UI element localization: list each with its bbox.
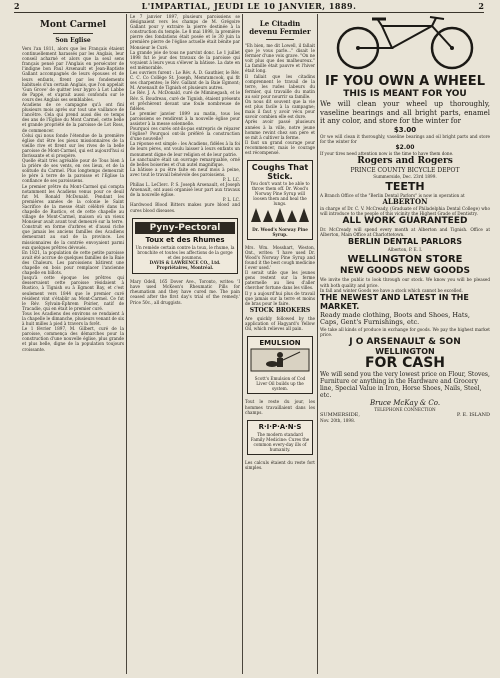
paragraph: Construit en forme d'arbres et d'aussi riche que jamais les anciens familles des Acadiens demeurant au sud de la province. Les missionnaires de la contrée envoyaient parmi eux quelques prêtres dévoués.: [22, 224, 124, 250]
paragraph: Il faut un grand courage pour recommencer, mais le courage est récompensé.: [245, 139, 315, 155]
bruce-mckay: Bruce McKay & Co.: [369, 398, 441, 407]
paragraph: Acadiens de ce campagne qu'à ont fini plusieurs mois après sur tout une vaillance de l'ancêtre. Cela qui prend aussi dès ce temps des ans de l'Eglise du Mont Carmel, cette belle et grande propriété de la paroisse de Lot Ross, de commencer.: [22, 102, 124, 133]
wheel-subheadline: THIS IS MEANT FOR YOU: [343, 89, 467, 99]
paragraph: Le sanctuaire était un ouvrage remarquable, orné de belles boiseries et d'un autel magnifique.: [130, 156, 240, 167]
paragraph: Le Rév. J. A. McDonald, curé de Miminegash, et le Rév. S. Boudreau, curé de Tignish, étaient présents et prêchèrent devant une foule nombreuse de fidèles.: [130, 90, 240, 111]
article-heading: Le Citadin devenu Fermier: [249, 19, 311, 36]
article-heading: Mont Carmel: [39, 20, 107, 30]
column-mont-carmel: [22, 14, 124, 674]
berlin-title: BERLIN DENTAL PARLORS: [347, 237, 462, 247]
pyny-pectoral-ad: [132, 218, 238, 274]
page-number-left: 2: [14, 1, 20, 11]
ad-footer: DAVIS & LAWRENCE CO., Ltd. Propriétaires, Montréal.: [149, 259, 221, 271]
rogers-name: Rogers and Rogers: [357, 155, 453, 166]
alberton-heading: ALBERTON: [382, 196, 428, 206]
wheel-price-2: $2.00: [395, 143, 415, 151]
paragraph: Les ouvriers furent : Le Rév. A. D. Gauthier, le Rév. C. C. Co Collège St. Joseph, Memramcook, qui fit ses charpentes; le Rév. Gallant de la Baie Egmont; M. Arsenault de Tignish et plusieurs autres.: [130, 70, 240, 91]
paragraph: La grande joie de tous ne parvint donc. Le 1 juillet 1898 fut le jour des travaux de la paroisse qui voyaient à leurs yeux s'élever la bâtisse. La date en est mémorable.: [130, 49, 240, 70]
divider: [53, 33, 94, 34]
store-new-goods: NEW GOODS NEW GOODS: [340, 266, 470, 277]
paragraph: Hardwood Blood Bitters makes pure blood and cures blood diseases.: [130, 202, 240, 213]
berlin-body: Dr. McCready will spend every month at Alberton and Tignish. Office at Alberton, Main Office at Charlottetown.: [320, 227, 490, 238]
paragraph: Pourquoi ces curés ont-ils-pas entrepris de réparer l'église? Pourquoi ont-ils préféré la construction d'une nouvelle?: [130, 126, 240, 142]
ripans-ad: [247, 420, 313, 455]
wheel-headline: IF YOU OWN A WHEEL: [325, 74, 485, 89]
arsenault-town: WELLINGTON: [375, 346, 435, 356]
ad-date: Nov. 20th, 1898.: [320, 418, 356, 423]
divider: [266, 39, 294, 40]
pine-trees-icon: [250, 207, 310, 223]
signature: P. L. LC.: [222, 177, 240, 182]
wheel-body: We will clean your wheel up thoroughly, vaseline bearings and all bright parts, enamel it any color, and store for the winter for: [320, 100, 490, 125]
teeth-body: A Branch Office of the "Berlin Dental Parlors" is now in operation at: [320, 192, 465, 198]
paragraph: Tous les Acadiens des environs se rendaient à la chapelle le dimanche, plusieurs venant de six à huit milles à pied à travers la forêt.: [22, 310, 124, 327]
ad-brand: Dr. Wood's Norway Pine Syrup.: [252, 226, 308, 237]
guarantee-headline: ALL WORK GUARANTEED: [342, 216, 468, 227]
paragraph: Jusqu'à cette époque les prêtres qui desservaient cette paroisse résidaient à Rustico, à Tignish ou à Egmont Bay, et c'est seulement vers 1844 que le premier curé résident vint s'établir au Mont-Carmel. Ce fut le Rév. Sylvain-Éphrem Poirier, natif de Tracadie, qui en était le premier curé.: [22, 275, 124, 311]
paragraph: Philias L. LeClerc. P. S. Joseph Arsenault, et Joseph Arsenault, ont aussi organisé leur part aux travaux de la nouvelle église.: [130, 182, 240, 198]
wheel-body-2: Or we will clean it thoroughly, vaseline bearings and oil bright parts and store for the winter for: [320, 133, 490, 144]
paragraph: La réponse est simple : les Acadiens, fidèles à la foi de leurs pères, ont voulu laisser à leurs enfants un monument digne de leur religion et de leur patrie.: [130, 141, 240, 157]
article-subheading: Son Eglise: [55, 37, 91, 44]
paragraph: Il y a aujourd'hui plus de travail que jamais sur la terre et moins de bras pour le faire.: [245, 290, 315, 306]
wheel-price: $3.00: [393, 125, 417, 134]
paragraph: Le premier prêtre du Mont-Carmel qui compta notamment les Acadiens venus pour ce deuil fut M. Ronald McDonald. Pendant les premières années de la colonie le Saint Sacrifice de la messe était célébré dans la chapelle de Rustico, et de cette chapelle au village de Mont-Carmel, maison où un vieux Monsieur avait avant tout demeuré sur la terre.: [22, 183, 124, 225]
section-heading: STOCK BROKERS: [249, 306, 311, 314]
fisherman-illustration: [250, 348, 310, 372]
paragraph: Quelle était très agréable pour de Tous bien à la prière de ses vents, en ces lieux, et de la solitude du Carmel. Plus longtemps demeurait le père à terre de la paroisse et l'Eglise la confiance de ses paroissiens.: [22, 158, 124, 184]
column-eglise-continued: [130, 14, 240, 674]
paragraph: Celui qui nous fonde l'étendue de la première église dut être les pieux missionnaires de la vieille rive et firent sur les rives de la belle paroisse de Mont-Carmel, qui est aujourd'hui si florissante et si prospère.: [22, 132, 124, 158]
rogers-depot: PRINCE COUNTY BICYCLE DEPOT: [350, 166, 460, 174]
paragraph: Les calculs étaient du reste fort simples.: [245, 460, 315, 471]
wheel-body-3: If your tires need attention now is the time to have them done.: [320, 150, 454, 156]
cash-headline: FOR CASH: [364, 354, 446, 371]
paragraph: "Eh bien, me dit Lowell, il fallait que je vous parle..." disait le fermier d'une voix grave. "On ne voit plus que des malheureux." La famille était pauvre et l'hiver était long.: [245, 43, 315, 74]
summerside-label: SUMMERSIDE,: [320, 412, 360, 418]
store-headline: WELLINGTON STORE: [347, 254, 463, 266]
page-number-right: 2: [478, 1, 484, 11]
bicycle-illustration: [320, 14, 490, 70]
column-rule: [317, 14, 318, 674]
paragraph: Le 7 janvier 1897, plusieurs paroissiens se désignaient vers les champs de M. Grégoire Gallant pour y extraire la pierre destinée à la construction du temple. Le 8 mai 1898, la première pierre des fondations était posée et le 30 juin la première pierre de l'église actuelle était bénite par Monsieur le Curé.: [130, 14, 240, 50]
paragraph: Après avoir passé plusieurs années à la ville, notre jeune homme revint chez son père et se mit à cultiver la ferme.: [245, 119, 315, 140]
emulsion-ad: [247, 336, 313, 394]
arsenault-name: J O ARSENAULT & SON: [349, 336, 461, 347]
pei-label: P. E. ISLAND: [456, 412, 490, 418]
paragraph: Vers l'an 1811, alors que les Français étaient continuellement harassés par les Anglais, leur conseil acharné et alors que la seul sens français pensé par l'Anglais en persécuter de l'indigne bon Paul Arsenault et Jean-Baptiste Gallant accompagnés de leurs épouses et de leurs enfants, firent par les fondements habituels d'un certain Anglais, que l'on appelait 'Gun Grove' de quitter leur bypro à Lot Labbe de Pappé, et s'aprait aussi confondu sur le cours des Anglais ses semblables.: [22, 46, 124, 102]
masthead: [14, 2, 484, 13]
teeth-headline: TEETH: [385, 179, 425, 193]
paragraph: La bâtisse a pu être faite en neuf mois à peine, avec tout le travail bénévole des paroissiens.: [130, 166, 240, 177]
wood-syrup-ad: [247, 160, 313, 240]
paragraph: Tout le reste du jour, les hommes travaillaient dans les champs.: [245, 399, 315, 415]
alberton-body: in charge of Dr. C. V. McCready, (Graduate of Philadelphia Dental College) who will introduce to the people of this vicinity the Highest Grade of Dentistry.: [320, 205, 490, 217]
ad-title: Pyny-Pectoral: [135, 222, 235, 234]
paragraph: Mrs. Wm. Mosshart, Weston, Ont., writes: 'I have used Dr. Wood's Norway Pine Syrup and found it the best cough medicine I ever used.': [245, 244, 315, 271]
ad-title: EMULSION: [259, 339, 301, 348]
paragraph: Il serait utile que les jeunes gens restent sur la ferme paternelle au lieu d'aller chercher fortune dans les villes.: [245, 270, 315, 291]
paragraph: Il fallait que les citadins comprennent le travail de la terre, les rudes labeurs du fermier, qui travaille du matin au soir pour nourrir sa famille.: [245, 73, 315, 99]
ad-body: Scott's Emulsion of Cod Liver Oil builds up the system.: [254, 376, 306, 392]
trade-line: We take all kinds of produce in exchange for goods. We pay the highest market price.: [320, 326, 490, 337]
paragraph: Are quickly followed by the application of Hagyard's Yellow Oil, which relieves all pain.: [245, 315, 315, 332]
column-rule: [126, 14, 127, 674]
column-citadin: [245, 14, 315, 674]
paragraph: En 1821, la population de cette petite paroisse avait été accrue de quelques familles de la Baie des Chaleurs. Les paroissiens bâtirent une chapelle en bois pour remplacer l'ancienne chapelle en billots.: [22, 249, 124, 276]
place-line: [320, 412, 490, 418]
paragraph: On nous dit souvent que la vie est plus facile à la campagne; mais il faut y avoir vécu pour savoir combien elle est dure.: [245, 99, 315, 120]
ad-body: Un remède certain contre la toux, le rhume, la bronchite et toutes les affections de la gorge et des poumons.: [135, 244, 235, 260]
ad-body: You don't want to be able to throw them off. Dr. Wood's Norway Pine Syrup will loosen them and heal the lungs.: [250, 181, 310, 207]
paragraph: Le 1 février 1897, M. Gilbert, curé de la paroisse, commença des démarches pour la construction d'une nouvelle église, plus grande et plus belle, digne de la population toujours croissante.: [22, 326, 124, 352]
cash-body: We will send you the very lowest price on Flour, Stoves, Furniture or anything in the Hardware and Grocery line, Special Value in Iron, Horse Shoes, Nails, Steel, etc.: [320, 370, 490, 399]
paragraph: Le premier janvier 1899 au matin, tous les paroissiens se rendirent à la nouvelle église pour assister à la messe solennelle.: [130, 110, 240, 126]
store-body-2: In fall and winter Goods we have a stock which cannot be excelled.: [320, 287, 463, 293]
ad-title: Coughs That Stick.: [251, 163, 309, 182]
column-advertisements: [320, 14, 490, 674]
newest-headline: THE NEWEST AND LATEST IN THE MARKET.: [320, 292, 469, 312]
rogers-address: Summerside, Dec. 23rd 1899.: [373, 173, 437, 179]
ad-title: R·I·P·A·N·S: [258, 422, 302, 431]
store-body: We invite the public to look through our stock. We know you will be pleased with both quality and price.: [320, 277, 490, 288]
telephone-line: TELEPHONE CONNECTION: [374, 406, 436, 412]
column-rule: [242, 14, 243, 674]
newspaper-title: L'IMPARTIAL, JEUDI LE 10 JANVIER, 1889.: [141, 1, 357, 11]
paragraph: Mary Odell, 165 Dover Ave., Toronto, writes: 'I have used McKeon's Rheumatic Pills for rheumatism and they have cured me. The pain ceased after the first day's trial of the remedy.' Price 50c., all druggists.: [130, 279, 240, 305]
berlin-city: Alberton, P. E. I.: [387, 247, 423, 253]
ad-body: The modern standard Family Medicine: Cures the common every-day ills of humanity.: [250, 431, 310, 452]
clothing-line: Ready made clothing, Boots and Shoes, Hats, Caps, Gent's Furnishings, etc.: [320, 310, 470, 327]
signature: P. L. LC.: [222, 197, 240, 203]
ad-subtitle: Toux et des Rhumes: [145, 235, 225, 244]
